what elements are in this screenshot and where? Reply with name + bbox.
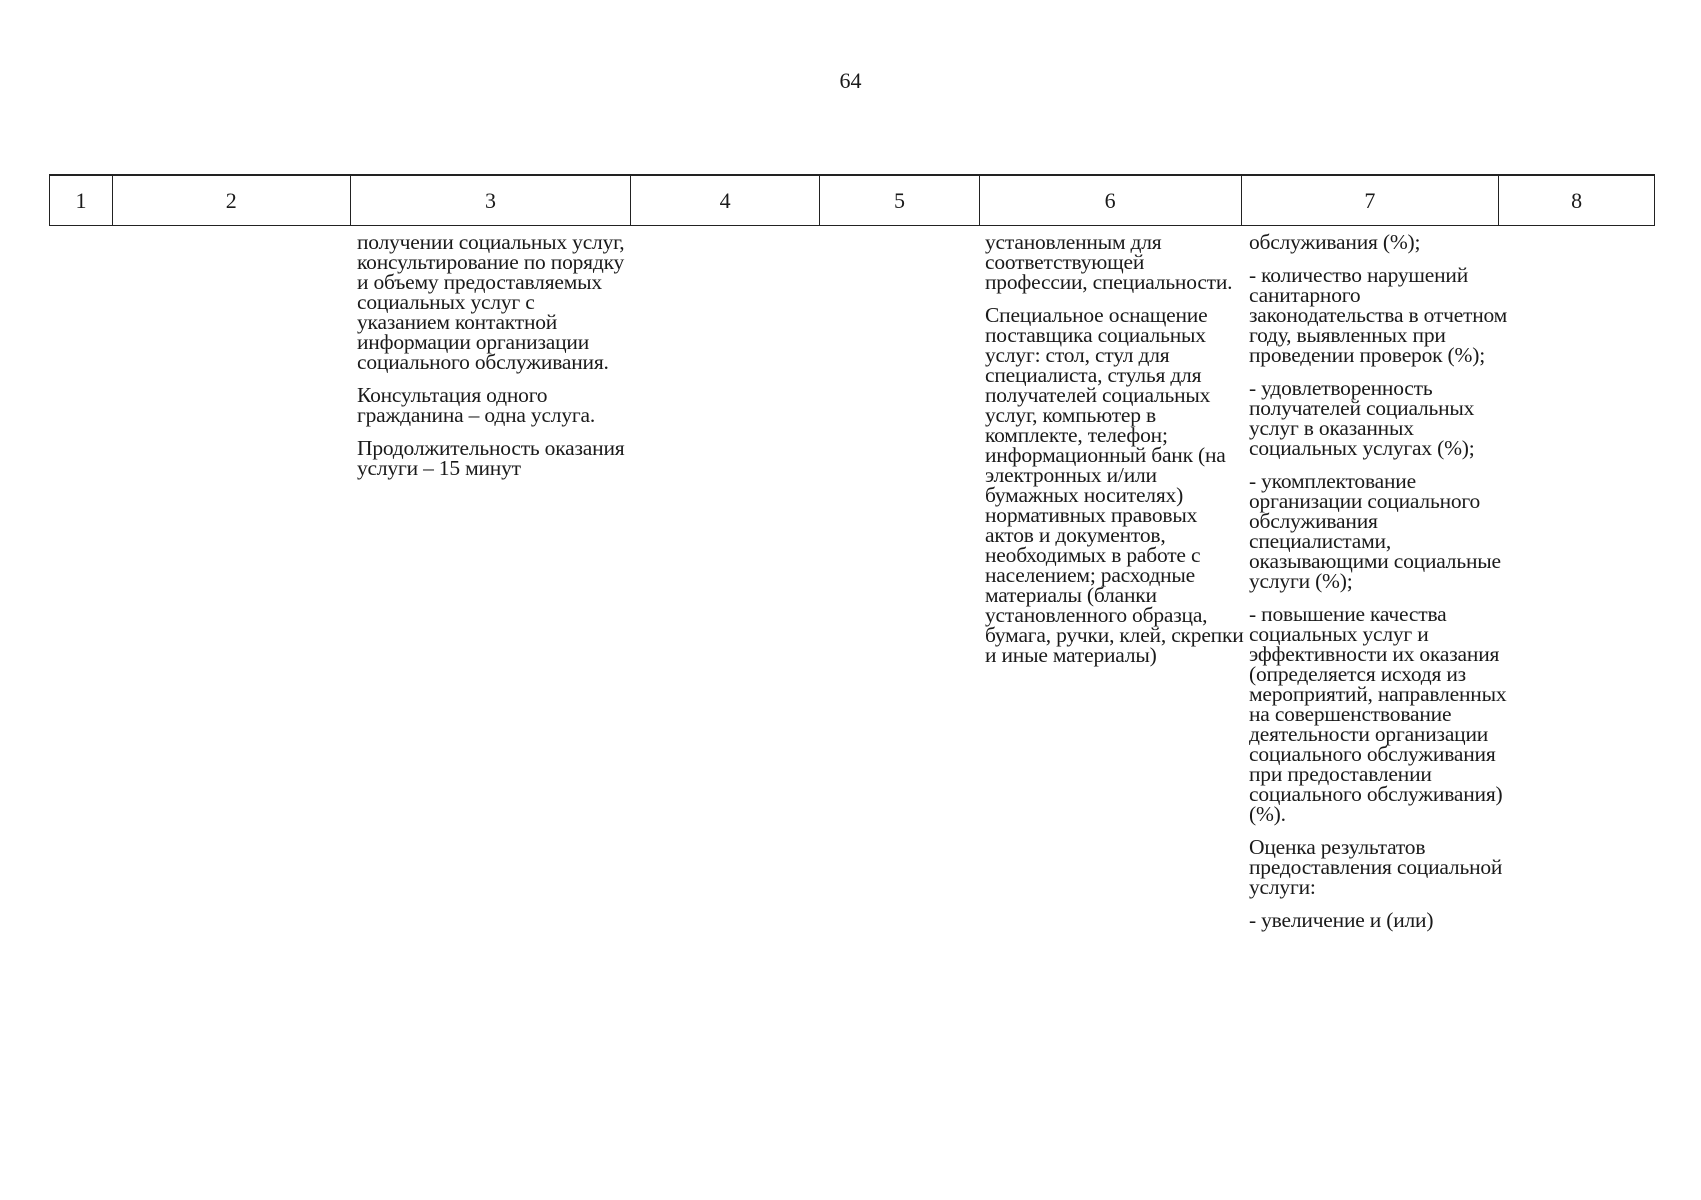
- table-header-row: [49, 174, 1655, 226]
- column-3-text: [357, 232, 627, 491]
- column-header-1: 1: [50, 176, 113, 225]
- column-header-6: 6: [980, 176, 1242, 225]
- col7-paragraph: - увеличение и (или): [1249, 908, 1434, 932]
- col3-paragraph: Консультация одного гражданина – одна услуга.: [357, 383, 596, 427]
- column-header-2: 2: [113, 176, 351, 225]
- column-header-5: 5: [820, 176, 980, 225]
- col6-paragraph: установленным для соответствующей профессии, специальности.: [985, 230, 1233, 294]
- col7-paragraph: Оценка результатов предоставления социальной услуги:: [1249, 835, 1503, 899]
- column-header-4: 4: [631, 176, 820, 225]
- col7-paragraph: - укомплектование организации социального обслуживания специалистами, оказывающими социальные услуги (%);: [1249, 469, 1501, 593]
- col3-paragraph: получении социальных услуг, консультирование по порядку и объему предоставляемых социальных услуг с указанием контактной информации организации социального обслуживания.: [357, 230, 625, 374]
- column-7-text: [1249, 232, 1511, 943]
- column-header-8: 8: [1571, 187, 1583, 213]
- col6-paragraph: Специальное оснащение поставщика социальных услуг: стол, стул для специалиста, стулья для получателей социальных услуг, компьютер в комплекте, телефон; информационный банк (на электронных и/или бумажных носителях) нормативных правовых актов и документов, необходимых в работе с населением; расходные материалы (бланки установленного образца, бумага, ручки, клей, скрепки и иные материалы): [985, 303, 1244, 667]
- column-header-7: 7: [1242, 176, 1500, 225]
- page-number: 64: [839, 68, 862, 93]
- col7-paragraph: - удовлетворенность получателей социальных услуг в оказанных социальных услугах (%);: [1249, 376, 1475, 460]
- column-6-text: [985, 232, 1247, 678]
- column-header-3: 3: [351, 176, 632, 225]
- col7-paragraph: - повышение качества социальных услуг и эффективности их оказания (определяется исходя из мероприятий, направленных на совершенствование деятельности организации социального обслуживания при предоставлении социального обслуживания) (%).: [1249, 602, 1507, 826]
- col7-paragraph: - количество нарушений санитарного законодательства в отчетном году, выявленных при проведении проверок (%);: [1249, 263, 1508, 367]
- col3-paragraph: Продолжительность оказания услуги – 15 минут: [357, 436, 625, 480]
- col7-paragraph: обслуживания (%);: [1249, 230, 1421, 254]
